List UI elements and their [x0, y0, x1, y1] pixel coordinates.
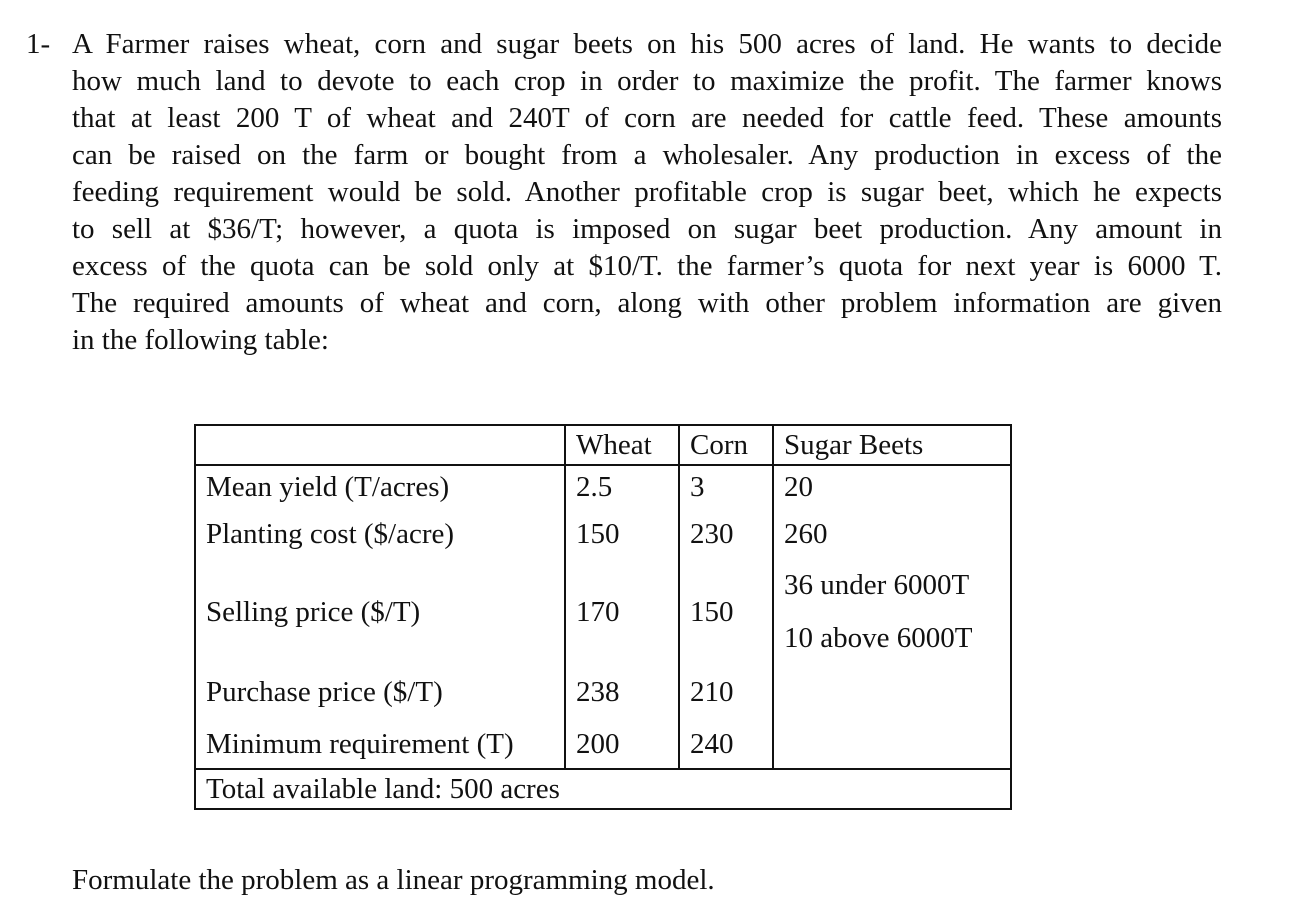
instruction-text: Formulate the problem as a linear programming model. [72, 864, 715, 896]
table-cell: 170 [565, 560, 679, 664]
row-label: Planting cost ($/acre) [195, 508, 565, 560]
row-label: Minimum requirement (T) [195, 720, 565, 769]
problem-line: A Farmer raises wheat, corn and sugar beets on his 500 acres of land. He wants to decide [72, 28, 1222, 60]
table-cell [773, 664, 1011, 720]
table-cell: 2.5 [565, 465, 679, 508]
table-cell: 230 [679, 508, 773, 560]
table-header-wheat: Wheat [565, 425, 679, 465]
problem-line: can be raised on the farm or bought from a wholesaler. Any production in excess of the [72, 139, 1222, 171]
problem-line: feeding requirement would be sold. Another profitable crop is sugar beet, which he expects [72, 176, 1222, 208]
table-footer-row [195, 769, 1011, 809]
row-label: Mean yield (T/acres) [195, 465, 565, 508]
table-cell [773, 720, 1011, 769]
table-header-corn: Corn [679, 425, 773, 465]
table-cell: 20 [773, 465, 1011, 508]
table-cell [773, 560, 1011, 664]
total-land-cell: Total available land: 500 acres [195, 769, 1011, 809]
sugar-price-above-quota: 10 above 6000T [784, 622, 973, 654]
table-cell: 150 [679, 560, 773, 664]
table-row [195, 508, 1011, 560]
table-row [195, 720, 1011, 769]
row-label: Selling price ($/T) [195, 560, 565, 664]
problem-line: that at least 200 T of wheat and 240T of corn are needed for cattle feed. These amounts [72, 102, 1222, 134]
table-row [195, 664, 1011, 720]
table-cell: 200 [565, 720, 679, 769]
table-cell: 260 [773, 508, 1011, 560]
table-header-cell [195, 425, 565, 465]
problem-line: to sell at $36/T; however, a quota is imposed on sugar beet production. Any amount in [72, 213, 1222, 245]
table-cell: 238 [565, 664, 679, 720]
table-cell: 210 [679, 664, 773, 720]
sugar-price-under-quota: 36 under 6000T [784, 569, 970, 601]
problem-line: how much land to devote to each crop in order to maximize the profit. The farmer knows [72, 65, 1222, 97]
table-row [195, 560, 1011, 664]
problem-paragraph [72, 26, 1222, 359]
table-cell: 150 [565, 508, 679, 560]
table-cell: 3 [679, 465, 773, 508]
crop-data-table [194, 424, 1012, 810]
problem-line: The required amounts of wheat and corn, along with other problem information are given [72, 287, 1222, 319]
table-cell: 240 [679, 720, 773, 769]
table-header-row [195, 425, 1011, 465]
problem-number: 1- [26, 28, 51, 60]
row-label: Purchase price ($/T) [195, 664, 565, 720]
table-row [195, 465, 1011, 508]
problem-line: in the following table: [72, 324, 329, 356]
table-header-sugar-beets: Sugar Beets [773, 425, 1011, 465]
problem-line: excess of the quota can be sold only at $10/T. the farmer’s quota for next year is 6000 T. [72, 250, 1222, 282]
